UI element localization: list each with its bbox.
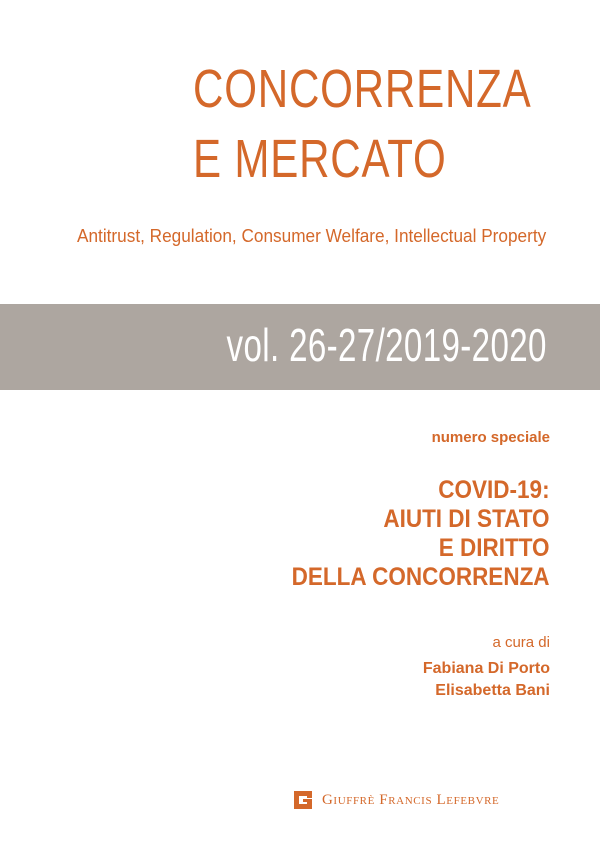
editors-list [423, 658, 550, 702]
special-issue-label: numero speciale [431, 429, 550, 446]
editors-intro: a cura di [492, 634, 550, 651]
issue-title-line: COVID-19: [438, 476, 550, 504]
issue-title-line: DELLA CONCORRENZA [292, 563, 550, 591]
publisher-logo-icon [292, 789, 314, 811]
journal-title-line1: CONCORRENZA [193, 59, 532, 119]
publisher-name: Giuffrè Francis Lefebvre [322, 791, 500, 808]
editor-name: Fabiana Di Porto [422, 660, 550, 677]
issue-title-line: E DIRITTO [439, 534, 550, 562]
editor-name: Elisabetta Bani [435, 682, 550, 699]
issue-title-line: AIUTI DI STATO [383, 505, 550, 533]
issue-title [263, 476, 550, 592]
journal-subtitle: Antitrust, Regulation, Consumer Welfare, Intellectual Property [77, 225, 547, 246]
journal-title [193, 54, 532, 194]
publisher [292, 788, 499, 812]
volume-label: vol. 26-27/2019-2020 [226, 319, 547, 371]
journal-title-line2: E MERCATO [193, 129, 447, 189]
